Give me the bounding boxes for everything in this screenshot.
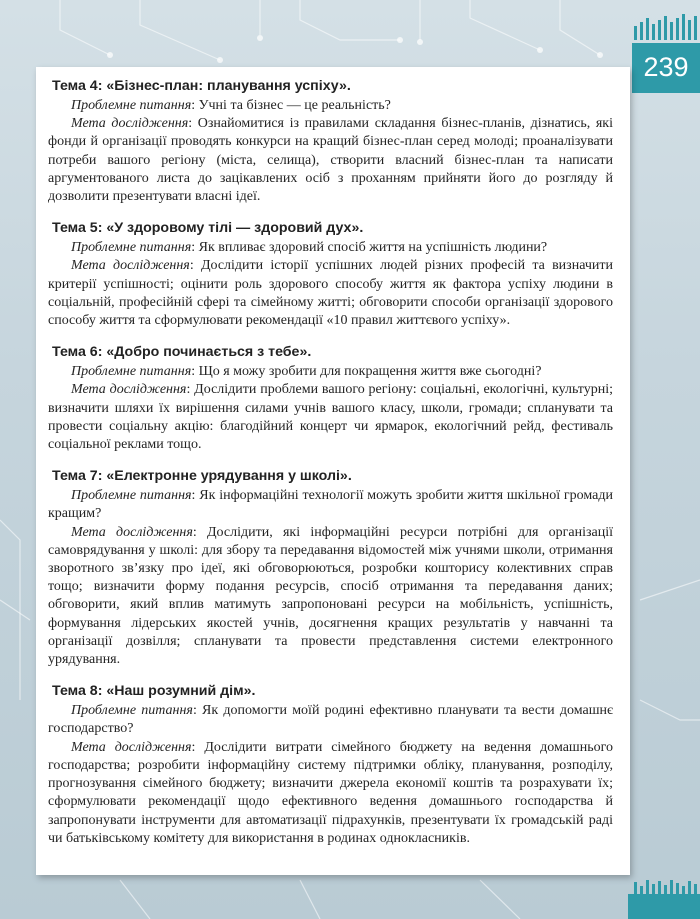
goal-label: Мета дослідження (71, 524, 193, 540)
problem-label: Проблемне питання (71, 98, 192, 113)
goal-label: Мета дослідження (71, 382, 187, 398)
research-goal (48, 257, 613, 330)
problem-text: : Що я можу зробити для покращення життя вже сьогодні? (191, 364, 542, 380)
problem-label: Проблемне питання (71, 364, 192, 380)
problem-text: : Як інформаційні технології можуть зробити життя шкільної громади кращим? (48, 488, 614, 522)
topic-4 (48, 76, 613, 206)
topic-title: Тема 5: «У здоровому тілі — здоровий дух». (52, 220, 364, 237)
problem-label: Проблемне питання (71, 240, 192, 256)
goal-text: : Дослідити історії успішних людей різних професій та визначити критерії успішності; оцінити роль здорового способу життя як фактора успіху людини в соціальній, професійній сфері та сімейному житті; обговорити способи організації здорового способу життя та сформулювати рекомендації «10 правил життєвого успіху». (48, 258, 613, 329)
topic-8 (48, 681, 613, 848)
research-goal (48, 381, 613, 454)
problem-question (48, 239, 613, 257)
bottom-comb-decoration (628, 880, 700, 919)
topic-title: Тема 4: «Бізнес-план: планування успіху». (52, 78, 351, 94)
problem-text: : Як допомогти моїй родині ефективно планувати та вести домашнє господарство? (48, 703, 613, 737)
topic-6 (48, 342, 613, 454)
problem-question (48, 702, 613, 738)
problem-label: Проблемне питання (71, 703, 193, 719)
top-comb-decoration (620, 0, 700, 40)
goal-text: : Ознайомитися із правилами складання бізнес-планів, дізнатись, які фонди й організації проводять конкурси на кращий бізнес-план серед молоді; проаналізувати потреби вашого регіону (міста, селища), створити власний бізнес-план та написати аргументованого листа до зацікавлених осіб з проханням прийняти його до розгляду й дозволити презентувати власні ідеї. (48, 116, 613, 205)
goal-text: : Дослідити, які інформаційні ресурси потрібні для організації самоврядування у школі: для збору та передавання відомостей між учнями школи, отримання зворотного зв’язку про ідеї, які обговорюються, розробки кошторису колективних справ тощо; визначити форму подання ресурсів, спосіб отримання та передавання даних; обговорити, який вплив матимуть запропоновані ресурси на мобільність, успішність, формування лідерських якостей учнів, досягнення кращих результатів у навчанні та організації дозвілля; спланувати та провести представлення системи електронного урядування. (48, 524, 613, 668)
topic-title: Тема 6: «Добро починається з тебе». (52, 344, 312, 361)
goal-label: Мета дослідження (71, 258, 190, 274)
goal-text: : Дослідити витрати сімейного бюджету на ведення домашнього господарства; розробити інформаційну систему підтримки обліку, планування, розподілу, прогнозування сімейного бюджету; визначити джерела економії коштів та розрахувати їх; сформулювати рекомендації щодо ефективного ведення домашнього господарства й запропонувати інструменти для автоматизації підрахунків, презентувати їх громадській раді чи батьківському комітету для використання в родинах однокласників. (48, 739, 613, 846)
goal-text: : Дослідити проблеми вашого регіону: соціальні, екологічні, культурні; визначити шляхи їх вирішення силами учнів вашого класу, школи, громади; спланувати та провести соціальну акцію: благодійний концерт чи ярмарок, екологічний рейд, фестиваль соціальної реклами тощо. (48, 382, 614, 453)
problem-question (48, 97, 613, 115)
problem-label: Проблемне питання (71, 488, 192, 504)
research-goal (48, 524, 613, 670)
research-goal (48, 115, 613, 206)
problem-text: : Як впливає здоровий спосіб життя на успішність людини? (191, 240, 548, 256)
problem-text: : Учні та бізнес — це реальність? (191, 98, 391, 113)
goal-label: Мета дослідження (71, 739, 192, 755)
topic-7 (48, 466, 613, 669)
page-number: 239 (643, 52, 689, 82)
topic-title: Тема 7: «Електронне урядування у школі». (52, 468, 352, 485)
topic-title: Тема 8: «Наш розумний дім». (52, 683, 256, 700)
problem-question (48, 363, 613, 381)
goal-label: Мета дослідження (71, 116, 189, 132)
topic-5 (48, 218, 613, 330)
research-goal (48, 739, 613, 848)
problem-question (48, 487, 613, 523)
topics-list (48, 76, 613, 860)
